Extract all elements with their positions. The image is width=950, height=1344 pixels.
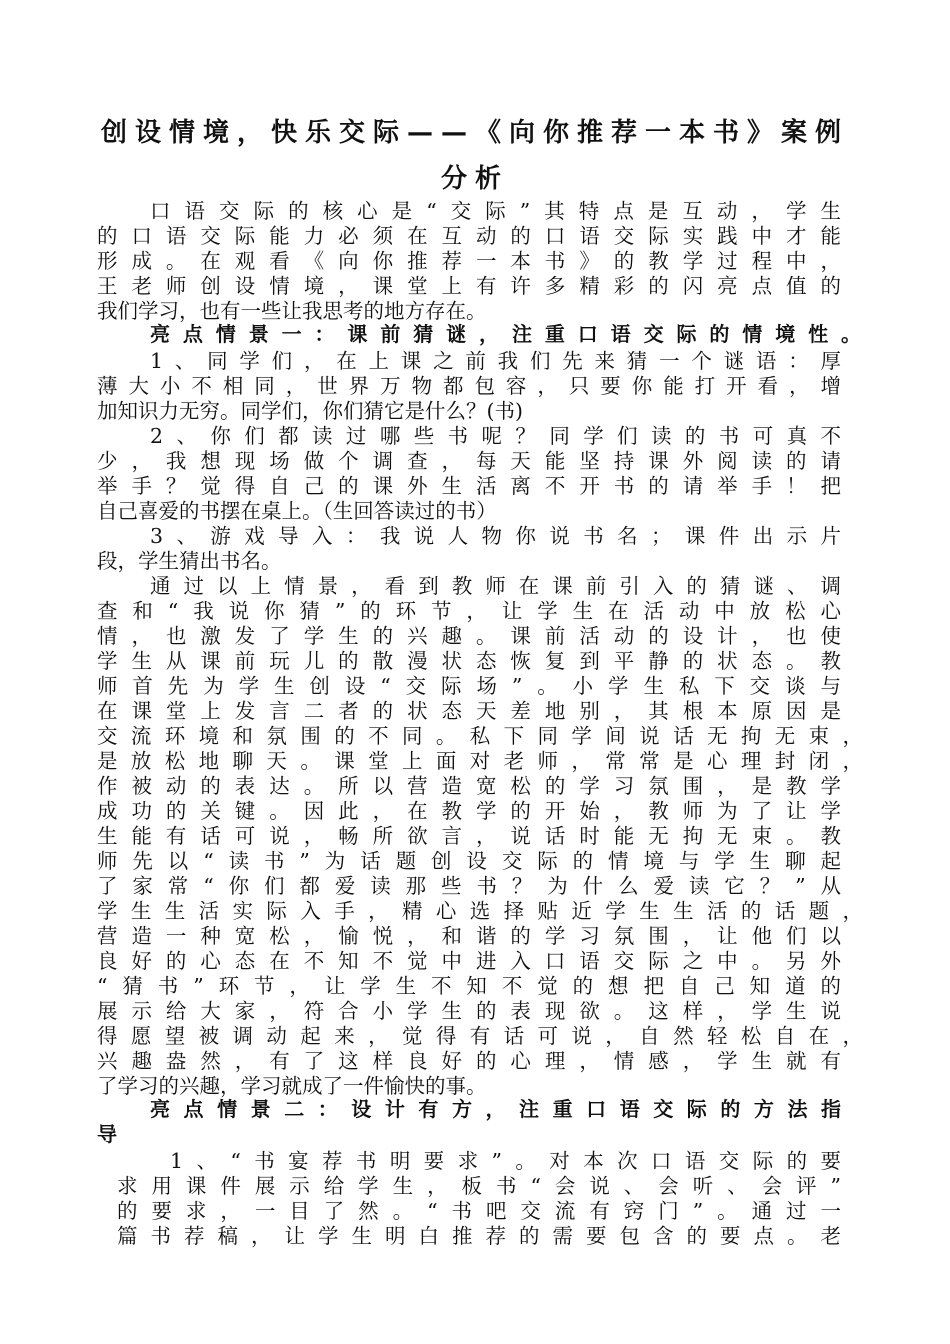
section-heading-2-cont: 导	[97, 1122, 117, 1146]
paragraph-line: 段，学生猜出书名。	[97, 549, 282, 573]
paragraph-line: 薄大小不相同，世界万物都包容，只要你能打开看，增	[97, 374, 841, 398]
paragraph-line: 情，也激发了学生的兴趣。课前活动的设计，也使	[97, 624, 841, 648]
paragraph-line: 师先以“读书”为话题创设交际的情境与学生聊起	[97, 849, 841, 873]
paragraph-line: 自己喜爱的书摆在桌上。（生回答读过的书）	[97, 499, 497, 523]
paragraph-line: 2、你们都读过哪些书呢？同学们读的书可真不	[150, 424, 841, 448]
paragraph-line: 成功的关键。因此，在教学的开始，教师为了让学	[97, 799, 841, 823]
paragraph-line: 交流环境和氛围的不同。私下同学间说话无拘无束，	[97, 724, 863, 748]
paragraph-line: 师首先为学生创设“交际场”。小学生私下交谈与	[97, 674, 841, 698]
paragraph-line: 营造一种宽松，愉悦，和谐的学习氛围，让他们以	[97, 924, 841, 948]
paragraph-line: 兴趣盎然，有了这样良好的心理，情感，学生就有	[97, 1049, 841, 1073]
document-title-line-1: 创设情境，快乐交际——《向你推荐一本书》案例	[100, 118, 849, 148]
section-heading-2: 亮点情景二：设计有方，注重口语交际的方法指	[150, 1097, 841, 1121]
paragraph-line: 在课堂上发言二者的状态天差地别，其根本原因是	[97, 699, 841, 723]
paragraph-line: 通过以上情景，看到教师在课前引入的猜谜、调	[150, 574, 841, 598]
paragraph-line: 求用课件展示给学生，板书“会说、会听、会评”	[117, 1174, 841, 1198]
paragraph-line: 生能有话可说，畅所欲言，说话时能无拘无束。教	[97, 824, 841, 848]
paragraph-line: 少，我想现场做个调查，每天能坚持课外阅读的请	[97, 449, 841, 473]
paragraph-line: 1、“书宴荐书明要求”。对本次口语交际的要	[170, 1149, 841, 1173]
paragraph-line: 学生生活实际入手，精心选择贴近学生生活的话题，	[97, 899, 863, 923]
paragraph-line: 查和“我说你猜”的环节，让学生在活动中放松心	[97, 599, 841, 623]
paragraph-line: 了家常“你们都爱读那些书？为什么爱读它？”从	[97, 874, 841, 898]
paragraph-line: 良好的心态在不知不觉中进入口语交际之中。另外	[97, 949, 841, 973]
paragraph-line: 展示给大家，符合小学生的表现欲。这样，学生说	[97, 999, 841, 1023]
section-heading-1: 亮点情景一：课前猜谜，注重口语交际的情境性。	[150, 322, 861, 346]
paragraph-line: 加知识力无穷。同学们，你们猜它是什么？(书)	[97, 399, 523, 423]
paragraph-line: 王老师创设情境，课堂上有许多精彩的闪亮点值的	[97, 274, 841, 298]
paragraph-line: 篇书荐稿，让学生明白推荐的需要包含的要点。老	[117, 1224, 841, 1248]
paragraph-line: 学生从课前玩儿的散漫状态恢复到平静的状态。教	[97, 649, 841, 673]
paragraph-line: “猜书”环节，让学生不知不觉的想把自己知道的	[97, 974, 841, 998]
paragraph-line: 得愿望被调动起来，觉得有话可说，自然轻松自在，	[97, 1024, 863, 1048]
paragraph-line: 形成。在观看《向你推荐一本书》的教学过程中，	[97, 249, 841, 273]
paragraph-line: 的要求，一目了然。“书吧交流有窍门”。通过一	[117, 1199, 841, 1223]
paragraph-line: 举手？觉得自己的课外生活离不开书的请举手！把	[97, 474, 841, 498]
paragraph-line: 是放松地聊天。课堂上面对老师，常常是心理封闭，	[97, 749, 863, 773]
paragraph-line: 3、游戏导入：我说人物你说书名；课件出示片	[150, 524, 841, 548]
paragraph-line: 口语交际的核心是“交际”其特点是互动，学生	[150, 199, 841, 223]
paragraph-line: 作被动的表达。所以营造宽松的学习氛围，是教学	[97, 774, 841, 798]
paragraph-line: 了学习的兴趣，学习就成了一件愉快的事。	[97, 1074, 487, 1098]
paragraph-line: 的口语交际能力必须在互动的口语交际实践中才能	[97, 224, 841, 248]
paragraph-line: 我们学习，也有一些让我思考的地方存在。	[97, 299, 487, 323]
document-title-line-2: 分析	[440, 164, 509, 194]
paragraph-line: 1、同学们，在上课之前我们先来猜一个谜语：厚	[150, 349, 841, 373]
